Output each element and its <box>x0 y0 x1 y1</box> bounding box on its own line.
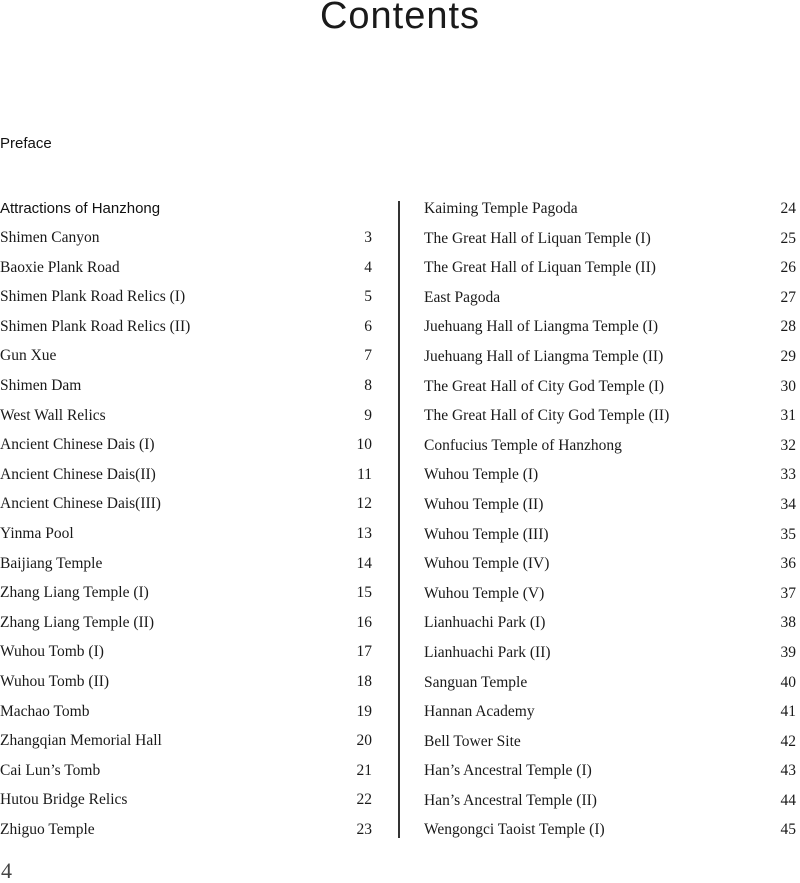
toc-entry[interactable] <box>424 465 796 495</box>
toc-entry-page-number: 19 <box>356 702 372 720</box>
toc-entry-page-number: 27 <box>780 288 796 306</box>
toc-entry[interactable] <box>0 494 372 524</box>
toc-entry-title: Hutou Bridge Relics <box>0 791 128 809</box>
toc-entry[interactable] <box>0 613 372 643</box>
toc-entry-page-number: 37 <box>780 584 796 602</box>
page-title: Contents <box>319 0 481 37</box>
toc-entry[interactable] <box>424 584 796 614</box>
column-divider <box>398 201 400 838</box>
toc-entry[interactable] <box>0 702 372 732</box>
toc-entry-title: Wuhou Temple (IV) <box>424 555 550 573</box>
toc-entry-title: The Great Hall of City God Temple (I) <box>424 377 665 395</box>
toc-entry[interactable] <box>0 228 372 258</box>
toc-entry-title: Lianhuachi Park (I) <box>424 614 546 632</box>
toc-entry-title: Kaiming Temple Pagoda <box>424 200 578 217</box>
toc-entry[interactable] <box>0 790 372 820</box>
toc-entry[interactable] <box>424 317 796 347</box>
toc-entry[interactable] <box>0 642 372 672</box>
toc-entry[interactable] <box>424 229 796 259</box>
toc-entry-page-number: 36 <box>780 555 796 573</box>
toc-entry[interactable] <box>424 761 796 791</box>
toc-entry-page-number: 31 <box>780 407 796 425</box>
toc-entry[interactable] <box>424 377 796 407</box>
toc-entry[interactable] <box>424 673 796 703</box>
toc-preface-link[interactable]: Preface <box>0 135 52 152</box>
toc-entry-title: Yinma Pool <box>0 524 74 542</box>
toc-left-column <box>0 228 372 849</box>
toc-entry-page-number: 9 <box>364 406 372 424</box>
toc-entry-page-number: 40 <box>780 673 796 691</box>
toc-entry-page-number: 21 <box>356 761 372 779</box>
toc-entry[interactable] <box>0 406 372 436</box>
toc-entry-page-number: 17 <box>356 643 372 661</box>
toc-entry-page-number: 45 <box>780 821 796 839</box>
toc-entry[interactable] <box>424 820 796 850</box>
toc-entry[interactable] <box>0 258 372 288</box>
toc-entry-title: Wuhou Temple (II) <box>424 495 544 513</box>
toc-entry-title: Shimen Dam <box>0 376 82 394</box>
toc-entry-page-number: 24 <box>780 200 796 217</box>
toc-entry[interactable] <box>0 435 372 465</box>
toc-entry-page-number: 5 <box>364 288 372 306</box>
toc-entry-page-number: 38 <box>780 614 796 632</box>
toc-entry-title: The Great Hall of Liquan Temple (II) <box>424 259 656 277</box>
toc-entry-page-number: 30 <box>780 377 796 395</box>
toc-entry-title: Machao Tomb <box>0 702 90 720</box>
toc-entry-page-number: 12 <box>356 495 372 513</box>
toc-entry[interactable] <box>0 287 372 317</box>
section-heading: Attractions of Hanzhong <box>0 200 161 217</box>
toc-entry-title: The Great Hall of City God Temple (II) <box>424 407 670 425</box>
toc-entry-title: Han’s Ancestral Temple (II) <box>424 791 597 809</box>
toc-entry[interactable] <box>424 732 796 762</box>
toc-entry-title: Hannan Academy <box>424 703 535 721</box>
toc-entry-page-number: 33 <box>780 466 796 484</box>
toc-entry[interactable] <box>0 820 372 850</box>
toc-entry-title: Ancient Chinese Dais (I) <box>0 436 155 454</box>
toc-entry-page-number: 35 <box>780 525 796 543</box>
toc-entry-title: Han’s Ancestral Temple (I) <box>424 762 592 780</box>
toc-entry-page-number: 23 <box>356 820 372 838</box>
toc-entry-title: Confucius Temple of Hanzhong <box>424 436 622 454</box>
toc-entry-page-number: 3 <box>364 229 372 246</box>
toc-entry-title: Zhiguo Temple <box>0 820 95 838</box>
toc-entry-page-number: 39 <box>780 643 796 661</box>
toc-entry-page-number: 26 <box>780 259 796 277</box>
toc-entry-title: Shimen Canyon <box>0 229 100 246</box>
toc-entry-title: Wuhou Temple (III) <box>424 525 549 543</box>
toc-entry-page-number: 15 <box>356 584 372 602</box>
toc-entry-title: Wengongci Taoist Temple (I) <box>424 821 605 839</box>
toc-entry[interactable] <box>0 554 372 584</box>
toc-entry-page-number: 10 <box>356 436 372 454</box>
toc-entry[interactable] <box>424 288 796 318</box>
toc-entry-page-number: 32 <box>780 436 796 454</box>
toc-entry-title: Bell Tower Site <box>424 732 521 750</box>
toc-entry-page-number: 28 <box>780 318 796 336</box>
toc-entry-title: Zhangqian Memorial Hall <box>0 732 162 750</box>
toc-entry[interactable] <box>0 465 372 495</box>
toc-entry[interactable] <box>0 346 372 376</box>
toc-entry-page-number: 34 <box>780 495 796 513</box>
toc-right-column <box>424 199 796 850</box>
toc-entry-title: Sanguan Temple <box>424 673 528 691</box>
toc-entry-title: Shimen Plank Road Relics (I) <box>0 288 186 306</box>
toc-entry[interactable] <box>0 761 372 791</box>
toc-entry-page-number: 29 <box>780 347 796 365</box>
toc-entry-title: West Wall Relics <box>0 406 106 424</box>
toc-entry-page-number: 44 <box>780 791 796 809</box>
toc-entry[interactable] <box>424 791 796 821</box>
toc-entry[interactable] <box>0 731 372 761</box>
toc-entry-page-number: 43 <box>780 762 796 780</box>
toc-entry[interactable] <box>424 495 796 525</box>
toc-entry-title: East Pagoda <box>424 288 501 306</box>
toc-entry[interactable] <box>0 524 372 554</box>
toc-entry-page-number: 41 <box>780 703 796 721</box>
toc-entry-title: Baoxie Plank Road <box>0 258 120 276</box>
toc-entry-page-number: 6 <box>364 317 372 335</box>
toc-entry[interactable] <box>424 199 796 229</box>
toc-entry-title: Shimen Plank Road Relics (II) <box>0 317 191 335</box>
toc-entry-page-number: 11 <box>357 465 372 483</box>
toc-entry[interactable] <box>0 672 372 702</box>
toc-entry[interactable] <box>0 317 372 347</box>
toc-entry-page-number: 18 <box>356 672 372 690</box>
toc-entry[interactable] <box>424 554 796 584</box>
toc-entry[interactable] <box>0 583 372 613</box>
toc-entry-title: Zhang Liang Temple (I) <box>0 584 149 602</box>
toc-entry-title: Wuhou Tomb (I) <box>0 643 104 661</box>
toc-entry-page-number: 42 <box>780 732 796 750</box>
toc-entry-title: Wuhou Temple (V) <box>424 584 545 602</box>
toc-entry-page-number: 8 <box>364 376 372 394</box>
toc-entry[interactable] <box>424 613 796 643</box>
toc-entry-title: Ancient Chinese Dais(II) <box>0 465 156 483</box>
toc-entry-title: Baijiang Temple <box>0 554 103 572</box>
toc-entry-page-number: 20 <box>356 732 372 750</box>
toc-entry-title: The Great Hall of Liquan Temple (I) <box>424 229 651 247</box>
page-number: 4 <box>1 858 12 883</box>
toc-entry-title: Zhang Liang Temple (II) <box>0 613 155 631</box>
toc-entry[interactable] <box>424 406 796 436</box>
toc-entry-page-number: 13 <box>356 524 372 542</box>
toc-entry[interactable] <box>424 702 796 732</box>
toc-entry-page-number: 4 <box>364 258 372 276</box>
toc-entry[interactable] <box>424 643 796 673</box>
toc-entry-page-number: 25 <box>780 229 796 247</box>
toc-entry-page-number: 14 <box>356 554 372 572</box>
toc-entry-title: Gun Xue <box>0 347 57 365</box>
toc-entry-title: Lianhuachi Park (II) <box>424 643 551 661</box>
toc-entry-title: Ancient Chinese Dais(III) <box>0 495 161 513</box>
toc-entry[interactable] <box>424 347 796 377</box>
toc-entry[interactable] <box>424 436 796 466</box>
toc-entry[interactable] <box>424 258 796 288</box>
toc-entry-title: Wuhou Temple (I) <box>424 466 539 484</box>
toc-entry-page-number: 7 <box>364 347 372 365</box>
toc-entry-title: Juehuang Hall of Liangma Temple (I) <box>424 318 659 336</box>
toc-entry-title: Wuhou Tomb (II) <box>0 672 110 690</box>
toc-entry[interactable] <box>424 525 796 555</box>
toc-entry-title: Cai Lun’s Tomb <box>0 761 101 779</box>
toc-entry-title: Juehuang Hall of Liangma Temple (II) <box>424 347 664 365</box>
toc-entry-page-number: 16 <box>356 613 372 631</box>
toc-entry[interactable] <box>0 376 372 406</box>
toc-entry-page-number: 22 <box>356 791 372 809</box>
